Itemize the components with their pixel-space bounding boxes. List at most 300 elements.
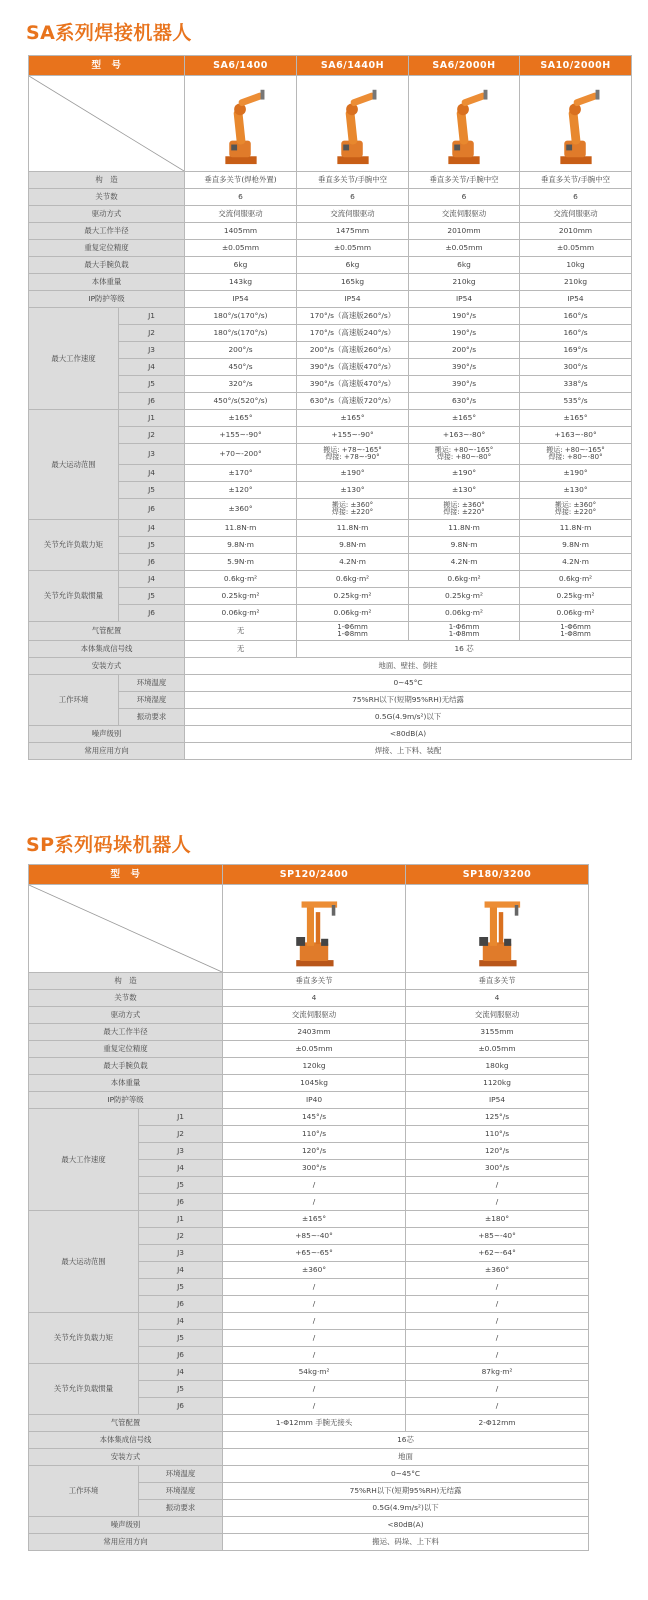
joint-label: J5 bbox=[119, 588, 185, 605]
joint-label: J4 bbox=[119, 359, 185, 376]
table-row bbox=[29, 1449, 589, 1466]
spec-value: ±120° bbox=[185, 482, 297, 499]
spec-value: / bbox=[406, 1347, 589, 1364]
table-row bbox=[29, 308, 632, 325]
robot-arm-image bbox=[434, 80, 494, 168]
joint-label: J4 bbox=[139, 1262, 223, 1279]
table-row bbox=[29, 1075, 589, 1092]
joint-label: J3 bbox=[119, 444, 185, 465]
joint-label: J5 bbox=[139, 1381, 223, 1398]
spec-value: 210kg bbox=[409, 274, 520, 291]
table-row bbox=[29, 675, 632, 692]
table-row bbox=[29, 726, 632, 743]
robot-image-cell bbox=[520, 76, 632, 172]
spec-value: 1120kg bbox=[406, 1075, 589, 1092]
table-row bbox=[29, 537, 632, 554]
spec-label: 最大工作半径 bbox=[29, 223, 185, 240]
sub-label: 环境湿度 bbox=[139, 1483, 223, 1500]
table-row bbox=[29, 376, 632, 393]
spec-value: 169°/s bbox=[520, 342, 632, 359]
spec-value: 0.06kg·m² bbox=[297, 605, 409, 622]
table-row bbox=[29, 1041, 589, 1058]
table-row bbox=[29, 1024, 589, 1041]
table-row bbox=[29, 554, 632, 571]
spec-value: ±130° bbox=[520, 482, 632, 499]
spec-value: ±165° bbox=[520, 410, 632, 427]
spec-value: 0.6kg·m² bbox=[520, 571, 632, 588]
spec-value: 0.5G(4.9m/s²)以下 bbox=[223, 1500, 589, 1517]
joint-label: J4 bbox=[119, 520, 185, 537]
spec-value: 338°/s bbox=[520, 376, 632, 393]
sub-label: 环境湿度 bbox=[119, 692, 185, 709]
spec-value: ±0.05mm bbox=[406, 1041, 589, 1058]
spec-value: 200°/s bbox=[185, 342, 297, 359]
spec-value: 交流伺服驱动 bbox=[406, 1007, 589, 1024]
spec-value: 0.06kg·m² bbox=[185, 605, 297, 622]
joint-label: J4 bbox=[119, 571, 185, 588]
group-label: 关节允许负载力矩 bbox=[29, 1313, 139, 1364]
spec-value: 6 bbox=[520, 189, 632, 206]
spec-value: 4 bbox=[406, 990, 589, 1007]
spec-value: 6kg bbox=[185, 257, 297, 274]
sa-spec-table bbox=[28, 55, 632, 760]
spec-value: / bbox=[406, 1381, 589, 1398]
spec-value: 垂直多关节(焊枪外置) bbox=[185, 172, 297, 189]
spec-value: ±165° bbox=[409, 410, 520, 427]
spec-value: 11.8N·m bbox=[409, 520, 520, 537]
spec-label: 构 造 bbox=[29, 973, 223, 990]
spec-value: IP54 bbox=[185, 291, 297, 308]
spec-value: 地面、壁挂、倒挂 bbox=[185, 658, 632, 675]
joint-label: J2 bbox=[119, 427, 185, 444]
table-row bbox=[29, 1415, 589, 1432]
spec-value: 2010mm bbox=[520, 223, 632, 240]
spec-value: 16 芯 bbox=[297, 641, 632, 658]
spec-label: 重复定位精度 bbox=[29, 240, 185, 257]
model-header-label: 型 号 bbox=[29, 865, 223, 885]
group-label: 关节允许负载惯量 bbox=[29, 1364, 139, 1415]
group-label: 关节允许负载惯量 bbox=[29, 571, 119, 622]
table-row bbox=[29, 499, 632, 520]
spec-value: 11.8N·m bbox=[520, 520, 632, 537]
spec-value: IP54 bbox=[406, 1092, 589, 1109]
table-row bbox=[29, 223, 632, 240]
spec-label: 本体重量 bbox=[29, 1075, 223, 1092]
spec-value: IP54 bbox=[409, 291, 520, 308]
robot-image-cell bbox=[297, 76, 409, 172]
spec-value: 120°/s bbox=[223, 1143, 406, 1160]
table-row bbox=[29, 482, 632, 499]
table-row bbox=[29, 692, 632, 709]
spec-value: +155~-90° bbox=[185, 427, 297, 444]
joint-label: J2 bbox=[119, 325, 185, 342]
spec-value: 垂直多关节 bbox=[223, 973, 406, 990]
spec-value: ±0.05mm bbox=[409, 240, 520, 257]
table-row bbox=[29, 605, 632, 622]
spec-value: 160°/s bbox=[520, 325, 632, 342]
table-row bbox=[29, 410, 632, 427]
spec-label: 本体集成信号线 bbox=[29, 1432, 223, 1449]
table-row bbox=[29, 1109, 589, 1126]
table-row bbox=[29, 393, 632, 410]
joint-label: J4 bbox=[139, 1160, 223, 1177]
spec-value: / bbox=[406, 1177, 589, 1194]
spec-value: +85~-40° bbox=[223, 1228, 406, 1245]
robot-image-cell bbox=[185, 76, 297, 172]
spec-value: 0.06kg·m² bbox=[520, 605, 632, 622]
spec-value: 搬运: +80~-165° 焊接: +80~-80° bbox=[409, 444, 520, 465]
spec-value: 1-Φ6mm 1-Φ8mm bbox=[520, 622, 632, 641]
spec-value: / bbox=[406, 1296, 589, 1313]
sub-label: 环境温度 bbox=[119, 675, 185, 692]
spec-value: 16芯 bbox=[223, 1432, 589, 1449]
table-row bbox=[29, 1211, 589, 1228]
spec-value: 120°/s bbox=[406, 1143, 589, 1160]
joint-label: J5 bbox=[119, 537, 185, 554]
spec-value: 630°/s（高速版720°/s） bbox=[297, 393, 409, 410]
joint-label: J6 bbox=[139, 1347, 223, 1364]
spec-value: 11.8N·m bbox=[297, 520, 409, 537]
model-name: SA6/1440H bbox=[297, 56, 409, 76]
sub-label: 环境温度 bbox=[139, 1466, 223, 1483]
spec-value: 焊接、上下料、装配 bbox=[185, 743, 632, 760]
spec-label: IP防护等级 bbox=[29, 1092, 223, 1109]
spec-value: 搬运、码垛、上下料 bbox=[223, 1534, 589, 1551]
sub-label: 振动要求 bbox=[119, 709, 185, 726]
spec-value: 交流伺服驱动 bbox=[409, 206, 520, 223]
spec-value: <80dB(A) bbox=[185, 726, 632, 743]
spec-label: 安装方式 bbox=[29, 658, 185, 675]
spec-label: 安装方式 bbox=[29, 1449, 223, 1466]
spec-value: 75%RH以下(短期95%RH)无结露 bbox=[223, 1483, 589, 1500]
spec-value: 搬运: ±360° 焊接: ±220° bbox=[297, 499, 409, 520]
spec-value: 390°/s bbox=[409, 376, 520, 393]
spec-value: 87kg·m² bbox=[406, 1364, 589, 1381]
table-row bbox=[29, 274, 632, 291]
image-row bbox=[29, 76, 632, 172]
table-row bbox=[29, 172, 632, 189]
table-row bbox=[29, 1517, 589, 1534]
spec-value: / bbox=[223, 1194, 406, 1211]
joint-label: J1 bbox=[119, 308, 185, 325]
spec-label: 关节数 bbox=[29, 990, 223, 1007]
joint-label: J1 bbox=[119, 410, 185, 427]
spec-value: / bbox=[223, 1177, 406, 1194]
spec-value: 地面 bbox=[223, 1449, 589, 1466]
table-row bbox=[29, 571, 632, 588]
table-row bbox=[29, 1007, 589, 1024]
joint-label: J3 bbox=[139, 1245, 223, 1262]
spec-value: 110°/s bbox=[406, 1126, 589, 1143]
diagonal-line bbox=[29, 76, 184, 171]
spec-value: +155~-90° bbox=[297, 427, 409, 444]
spec-value: 9.8N·m bbox=[520, 537, 632, 554]
spec-value: 垂直多关节 bbox=[406, 973, 589, 990]
spec-value: 125°/s bbox=[406, 1109, 589, 1126]
spec-value: 200°/s（高速版260°/s） bbox=[297, 342, 409, 359]
spec-value: 300°/s bbox=[406, 1160, 589, 1177]
spec-value: 10kg bbox=[520, 257, 632, 274]
spec-value: 0.6kg·m² bbox=[185, 571, 297, 588]
spec-value: ±180° bbox=[406, 1211, 589, 1228]
spec-value: 6 bbox=[185, 189, 297, 206]
spec-value: 6kg bbox=[409, 257, 520, 274]
spec-value: ±360° bbox=[185, 499, 297, 520]
spec-value: 垂直多关节/手腕中空 bbox=[520, 172, 632, 189]
spec-label: 气管配置 bbox=[29, 622, 185, 641]
spec-value: ±0.05mm bbox=[223, 1041, 406, 1058]
table-row bbox=[29, 1364, 589, 1381]
robot-arm-image bbox=[323, 80, 383, 168]
table-row bbox=[29, 206, 632, 223]
spec-value: 0.25kg·m² bbox=[520, 588, 632, 605]
group-label: 最大运动范围 bbox=[29, 1211, 139, 1313]
diagonal-line bbox=[29, 885, 222, 972]
spec-value: IP40 bbox=[223, 1092, 406, 1109]
table-row bbox=[29, 1058, 589, 1075]
spec-value: 9.8N·m bbox=[409, 537, 520, 554]
spec-value: 0.25kg·m² bbox=[297, 588, 409, 605]
group-label: 最大工作速度 bbox=[29, 1109, 139, 1211]
spec-value: 300°/s bbox=[520, 359, 632, 376]
spec-value: 11.8N·m bbox=[185, 520, 297, 537]
joint-label: J6 bbox=[119, 605, 185, 622]
spec-value: 630°/s bbox=[409, 393, 520, 410]
spec-label: 本体集成信号线 bbox=[29, 641, 185, 658]
spec-label: 噪声级别 bbox=[29, 726, 185, 743]
robot-image-cell bbox=[223, 885, 406, 973]
table-row bbox=[29, 1432, 589, 1449]
table-row bbox=[29, 444, 632, 465]
sa-section-title: SA系列焊接机器人 bbox=[26, 22, 192, 44]
robot-arm-image bbox=[211, 80, 271, 168]
spec-value: / bbox=[223, 1330, 406, 1347]
spec-value: 0~45°C bbox=[223, 1466, 589, 1483]
joint-label: J1 bbox=[139, 1109, 223, 1126]
table-row bbox=[29, 325, 632, 342]
spec-value: 390°/s（高速版470°/s） bbox=[297, 376, 409, 393]
image-row bbox=[29, 885, 589, 973]
spec-value: +85~-40° bbox=[406, 1228, 589, 1245]
joint-label: J2 bbox=[139, 1228, 223, 1245]
robot-arm-image bbox=[465, 889, 529, 969]
spec-value: 无 bbox=[185, 641, 297, 658]
table-row bbox=[29, 1466, 589, 1483]
spec-value: ±190° bbox=[520, 465, 632, 482]
spec-value: ±165° bbox=[297, 410, 409, 427]
spec-value: 4.2N·m bbox=[520, 554, 632, 571]
sp-spec-table bbox=[28, 864, 589, 1551]
table-row bbox=[29, 1313, 589, 1330]
table-row bbox=[29, 658, 632, 675]
spec-label: 驱动方式 bbox=[29, 206, 185, 223]
spec-value: / bbox=[223, 1381, 406, 1398]
spec-value: 交流伺服驱动 bbox=[297, 206, 409, 223]
spec-value: / bbox=[406, 1313, 589, 1330]
spec-value: 搬运: ±360° 焊接: ±220° bbox=[520, 499, 632, 520]
spec-value: 390°/s（高速版470°/s） bbox=[297, 359, 409, 376]
spec-value: 143kg bbox=[185, 274, 297, 291]
spec-value: +163~-80° bbox=[409, 427, 520, 444]
spec-value: 4.2N·m bbox=[409, 554, 520, 571]
spec-label: 常用应用方向 bbox=[29, 1534, 223, 1551]
spec-value: 120kg bbox=[223, 1058, 406, 1075]
spec-value: ±0.05mm bbox=[297, 240, 409, 257]
spec-value: 170°/s（高速版240°/s） bbox=[297, 325, 409, 342]
spec-value: 搬运: +80~-165° 焊接: +80~-80° bbox=[520, 444, 632, 465]
spec-value: 9.8N·m bbox=[297, 537, 409, 554]
spec-value: +163~-80° bbox=[520, 427, 632, 444]
table-row bbox=[29, 1534, 589, 1551]
joint-label: J5 bbox=[139, 1330, 223, 1347]
group-label: 最大工作速度 bbox=[29, 308, 119, 410]
spec-value: 450°/s(520°/s) bbox=[185, 393, 297, 410]
spec-value: 1-Φ6mm 1-Φ8mm bbox=[409, 622, 520, 641]
table-row bbox=[29, 427, 632, 444]
spec-label: 驱动方式 bbox=[29, 1007, 223, 1024]
spec-value: 390°/s bbox=[409, 359, 520, 376]
spec-value: / bbox=[223, 1398, 406, 1415]
spec-label: 本体重量 bbox=[29, 274, 185, 291]
spec-value: / bbox=[223, 1347, 406, 1364]
spec-value: 垂直多关节/手腕中空 bbox=[409, 172, 520, 189]
spec-value: 0.5G(4.9m/s²)以下 bbox=[185, 709, 632, 726]
spec-value: 0.25kg·m² bbox=[185, 588, 297, 605]
spec-value: 2010mm bbox=[409, 223, 520, 240]
diagonal-header-cell bbox=[29, 885, 223, 973]
table-row bbox=[29, 622, 632, 641]
table-row bbox=[29, 291, 632, 308]
spec-value: 1-Φ6mm 1-Φ8mm bbox=[297, 622, 409, 641]
spec-value: / bbox=[406, 1279, 589, 1296]
spec-value: 1475mm bbox=[297, 223, 409, 240]
joint-label: J5 bbox=[119, 376, 185, 393]
table-row bbox=[29, 257, 632, 274]
spec-value: 2-Φ12mm bbox=[406, 1415, 589, 1432]
spec-value: 320°/s bbox=[185, 376, 297, 393]
spec-label: 常用应用方向 bbox=[29, 743, 185, 760]
joint-label: J6 bbox=[139, 1398, 223, 1415]
joint-label: J5 bbox=[139, 1279, 223, 1296]
spec-label: IP防护等级 bbox=[29, 291, 185, 308]
spec-value: 200°/s bbox=[409, 342, 520, 359]
spec-value: / bbox=[406, 1398, 589, 1415]
table-row bbox=[29, 1092, 589, 1109]
spec-value: 180°/s(170°/s) bbox=[185, 325, 297, 342]
robot-arm-image bbox=[546, 80, 606, 168]
spec-value: 4 bbox=[223, 990, 406, 1007]
spec-value: 165kg bbox=[297, 274, 409, 291]
group-label: 工作环境 bbox=[29, 675, 119, 726]
spec-value: ±0.05mm bbox=[520, 240, 632, 257]
spec-value: 1-Φ12mm 手腕无接头 bbox=[223, 1415, 406, 1432]
spec-label: 最大手腕负载 bbox=[29, 257, 185, 274]
sp-section-title: SP系列码垛机器人 bbox=[26, 834, 192, 856]
group-label: 工作环境 bbox=[29, 1466, 139, 1517]
table-row bbox=[29, 465, 632, 482]
spec-value: 0.6kg·m² bbox=[297, 571, 409, 588]
spec-value: 搬运: +78~-165° 焊接: +78~-90° bbox=[297, 444, 409, 465]
robot-image-cell bbox=[406, 885, 589, 973]
spec-value: ±190° bbox=[409, 465, 520, 482]
spec-value: 180°/s(170°/s) bbox=[185, 308, 297, 325]
sub-label: 振动要求 bbox=[139, 1500, 223, 1517]
spec-value: 1405mm bbox=[185, 223, 297, 240]
spec-value: 6 bbox=[409, 189, 520, 206]
spec-value: 0.6kg·m² bbox=[409, 571, 520, 588]
table-row bbox=[29, 240, 632, 257]
table-row bbox=[29, 588, 632, 605]
spec-value: ±0.05mm bbox=[185, 240, 297, 257]
spec-value: ±190° bbox=[297, 465, 409, 482]
spec-value: 0.25kg·m² bbox=[409, 588, 520, 605]
joint-label: J1 bbox=[139, 1211, 223, 1228]
model-name: SP180/3200 bbox=[406, 865, 589, 885]
joint-label: J2 bbox=[139, 1126, 223, 1143]
model-name: SA6/2000H bbox=[409, 56, 520, 76]
spec-label: 关节数 bbox=[29, 189, 185, 206]
spec-value: 4.2N·m bbox=[297, 554, 409, 571]
spec-value: 无 bbox=[185, 622, 297, 641]
model-name: SA10/2000H bbox=[520, 56, 632, 76]
spec-value: ±130° bbox=[297, 482, 409, 499]
spec-value: 交流伺服驱动 bbox=[185, 206, 297, 223]
diagonal-header-cell bbox=[29, 76, 185, 172]
header-row bbox=[29, 865, 589, 885]
spec-value: 535°/s bbox=[520, 393, 632, 410]
spec-value: 交流伺服驱动 bbox=[223, 1007, 406, 1024]
spec-value: 75%RH以下(短期95%RH)无结露 bbox=[185, 692, 632, 709]
spec-label: 噪声级别 bbox=[29, 1517, 223, 1534]
model-header-label: 型 号 bbox=[29, 56, 185, 76]
table-row bbox=[29, 189, 632, 206]
table-row bbox=[29, 641, 632, 658]
spec-value: 6 bbox=[297, 189, 409, 206]
spec-value: 搬运: ±360° 焊接: ±220° bbox=[409, 499, 520, 520]
spec-value: 210kg bbox=[520, 274, 632, 291]
table-row bbox=[29, 359, 632, 376]
table-row bbox=[29, 709, 632, 726]
spec-value: / bbox=[406, 1194, 589, 1211]
model-name: SP120/2400 bbox=[223, 865, 406, 885]
spec-label: 最大手腕负载 bbox=[29, 1058, 223, 1075]
spec-value: +62~-64° bbox=[406, 1245, 589, 1262]
table-row bbox=[29, 342, 632, 359]
spec-value: ±360° bbox=[223, 1262, 406, 1279]
table-row bbox=[29, 973, 589, 990]
model-name: SA6/1400 bbox=[185, 56, 297, 76]
spec-value: / bbox=[406, 1330, 589, 1347]
joint-label: J3 bbox=[139, 1143, 223, 1160]
joint-label: J6 bbox=[119, 393, 185, 410]
spec-value: ±130° bbox=[409, 482, 520, 499]
spec-value: 垂直多关节/手腕中空 bbox=[297, 172, 409, 189]
spec-value: / bbox=[223, 1296, 406, 1313]
spec-value: ±360° bbox=[406, 1262, 589, 1279]
spec-value: 6kg bbox=[297, 257, 409, 274]
spec-value: +65~-65° bbox=[223, 1245, 406, 1262]
spec-value: 54kg·m² bbox=[223, 1364, 406, 1381]
spec-label: 最大工作半径 bbox=[29, 1024, 223, 1041]
joint-label: J5 bbox=[119, 482, 185, 499]
spec-value: / bbox=[223, 1279, 406, 1296]
spec-value: 145°/s bbox=[223, 1109, 406, 1126]
spec-value: 160°/s bbox=[520, 308, 632, 325]
spec-value: 2403mm bbox=[223, 1024, 406, 1041]
spec-value: IP54 bbox=[520, 291, 632, 308]
spec-label: 重复定位精度 bbox=[29, 1041, 223, 1058]
spec-value: 3155mm bbox=[406, 1024, 589, 1041]
